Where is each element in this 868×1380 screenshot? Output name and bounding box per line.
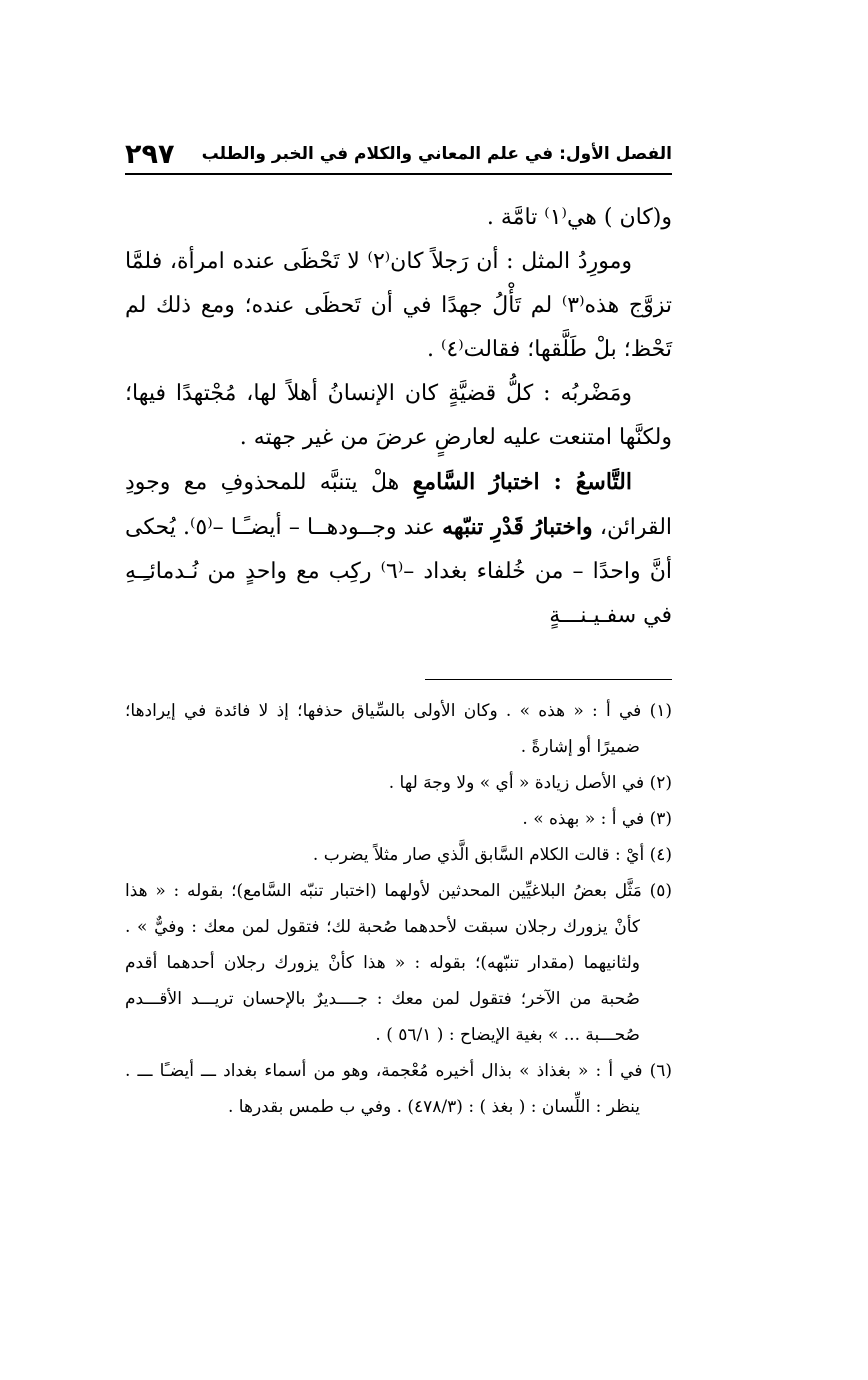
- footnote-3: (٣) في أ : « بهذه » .: [522, 809, 672, 829]
- header-rule: [125, 173, 672, 175]
- paragraph-2: ومورِدُ المثل : أن رَجلاً كان⁽٢⁾ لا تَحْظَى عنده امرأة، فلمَّا تزوَّج هذه⁽٣⁾ لم تَأْلُ جهدًا في أن تَحظَى عنده؛ ومع ذلك لم تَحْظ؛ بلْ طَلَّقها؛ فقالت⁽٤⁾ .: [125, 249, 672, 362]
- paragraph-1: و(كان ) هي⁽١⁾ تامَّة .: [486, 205, 672, 230]
- footnote-2: (٢) في الأصل زيادة « أي » ولا وجهَ لها .: [388, 773, 672, 793]
- footnote-separator: [425, 679, 672, 680]
- page-number: ٢٩٧: [125, 138, 175, 170]
- paragraph-4-text-1: هلْ يتنبَّه للمحذوفِ مع وجودِ القرائن،: [125, 470, 673, 540]
- footnote-6: (٦) في أ : « بغذاذ » بذال أخيره مُعْجمة، وهو من أسماء بغداد ـــ أيضـًا ـــ . ينظر : اللِّسان : ( بغذ ) : (٤٧٨/٣) . وفي ب طمس بقدرها .: [125, 1061, 672, 1117]
- footnote-1: (١) في أ : « هذه » . وكان الأولى بالسِّياق حذفها؛ إذ لا فائدة في إيرادها؛ ضميرًا أو إشارةً .: [125, 701, 672, 757]
- bold-phrase: واختبارُ قَدْرِ تنبّهه: [442, 514, 593, 540]
- paragraph-3: ومَضْربُه : كلُّ قضيَّةٍ كان الإنسانُ أهلاً لها، مُجْتهدًا فيها؛ ولكنَّها امتنعت عليه لعارضٍ عرضَ من غير جهته .: [125, 381, 672, 450]
- section-heading: التَّاسعُ : اختبارُ السَّامعِ: [412, 469, 633, 495]
- paragraph-4: [125, 460, 672, 638]
- main-text: [125, 196, 672, 638]
- paragraph-4-text-2: عند وجــودهــا – أيضـًـا –⁽٥⁾. يُحكى أنَّ واحدًا – من خُلفاء بغداد –⁽٦⁾ ركِب مع واحدٍ من نُـدمائـِـهِ في سفـيـنـــةٍ: [125, 515, 672, 628]
- page-header: [125, 135, 672, 173]
- running-head: الفصل الأول: في علم المعاني والكلام في الخبر والطلب: [201, 144, 672, 164]
- footnotes: [125, 693, 672, 1125]
- footnote-4: (٤) أيْ : قالت الكلام السَّابق الَّذي صار مثلاً يضرب .: [312, 845, 672, 865]
- footnote-5: (٥) مَثَّل بعضُ البلاغيِّين المحدثين لأولهما (اختبار تنبّه السَّامع)؛ بقوله : « هذا كأنْ يزورك رجلان سبقت لأحدهما صُحبة لك؛ فتقول لمن معك : وفيٌّ » . ولثانيهما (مقدار تنبّهه)؛ بقوله : « هذا كأنْ يزورك رجلان أحدهما أقدم صُحبة من الآخر؛ فتقول لمن معك : جــــديرٌ بالإحسان تريـــد الأقـــدم صُحـــبة ... » بغية الإيضاح : ( ٥٦/١ ) .: [125, 881, 672, 1045]
